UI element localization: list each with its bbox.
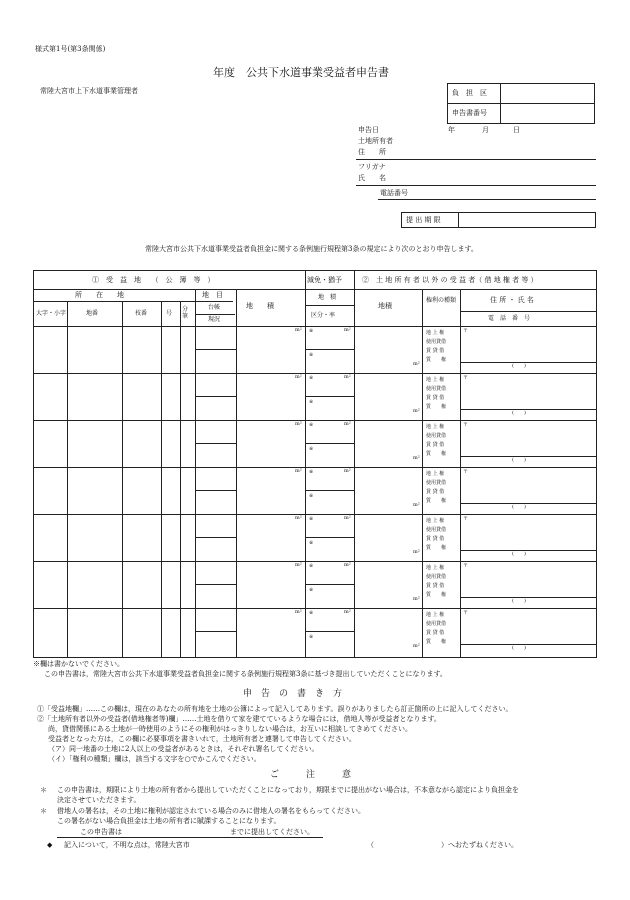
rights-type: 地 上 権: [426, 330, 445, 336]
area-unit: m²: [295, 468, 302, 474]
rights-type: 地 上 権: [426, 518, 445, 524]
phone-paren: ( ): [512, 598, 526, 604]
rights-type: 質 権: [426, 498, 447, 504]
rights-type: 質 権: [426, 545, 447, 551]
rights-type: 使用貸借: [426, 433, 447, 439]
rights-label: 権利の種類: [426, 297, 457, 304]
address-label: 住 所: [358, 148, 386, 156]
phone-divider: [460, 644, 597, 645]
current-label: 現況: [208, 316, 221, 323]
row-divider: [33, 561, 597, 562]
district-label: 負 担 区: [452, 89, 487, 97]
area-unit: m²: [295, 374, 302, 380]
s2-area-unit: m²: [413, 549, 420, 555]
ex-area-unit: m²: [344, 374, 351, 380]
exemption-mid: [305, 396, 354, 397]
star-mark: ※: [309, 399, 314, 405]
address-name-label: 住 所 ・ 氏 名: [490, 296, 534, 304]
s2-area-unit: m²: [413, 361, 420, 367]
area-unit: m²: [295, 515, 302, 521]
star-mark: ※: [309, 563, 314, 569]
s2-area-unit: m²: [413, 596, 420, 602]
rights-type: 質 権: [426, 357, 447, 363]
category-mid: [195, 396, 236, 397]
star-mark: ※: [309, 375, 314, 381]
ex-class-label: 区分・率: [311, 312, 336, 319]
exemption-mid: [305, 584, 354, 585]
rights-type: 使用貸借: [426, 339, 447, 345]
notice-2: 決定させていただきます。: [57, 796, 141, 804]
category-mid: [195, 537, 236, 538]
s2-area-label: 地積: [378, 302, 392, 310]
notice-4: この署名がない場合負担金は土地の所有者に賦課することになります。: [57, 817, 281, 825]
branch-label: 枝番: [135, 310, 148, 317]
ex-area-label: 地 積: [318, 294, 337, 301]
form-number: 様式第1号(第3条関係): [35, 45, 106, 53]
phone-paren: ( ): [512, 645, 526, 651]
owner-label: 土地所有者: [358, 137, 393, 145]
howto-4: 受益者となった方は，この欄に必要事項を書きいれて，土地所有者と連署して申告してください。: [48, 735, 356, 743]
ex-area-unit: m²: [344, 468, 351, 474]
rights-type: 質 権: [426, 592, 447, 598]
row-divider: [33, 373, 597, 374]
postal-mark: 〒: [463, 469, 469, 475]
rights-type: 使用貸借: [426, 527, 447, 533]
s2-area-unit: m²: [413, 502, 420, 508]
area-label: 地 積: [246, 302, 274, 310]
notice-6: までに提出してください。: [230, 828, 314, 836]
star-mark: ※: [309, 469, 314, 475]
s2-area-unit: m²: [413, 455, 420, 461]
date-label: 申告日: [358, 126, 379, 134]
star-mark: ※: [309, 610, 314, 616]
howto-6: （イ）「権利の種類」欄は，該当する文字を○でかこんでください。: [48, 755, 261, 763]
rights-type: 賃 貸 借: [426, 395, 445, 401]
notice-3: 借地人の署名は，その土地に権利が認定されている場合のみに借地人の署名をもらってください。: [57, 807, 365, 815]
area-unit: m²: [295, 421, 302, 427]
notice-8: ）へおたずねください。: [441, 841, 518, 849]
notice-7: 記入について，不明な点は，常陸大宮市: [64, 841, 190, 849]
bullet-diamond: ◆: [47, 841, 53, 849]
bullet-star-2: ＊: [40, 807, 47, 815]
year-label: 年: [448, 126, 455, 134]
star-mark: ※: [309, 634, 314, 640]
s2-area-unit: m²: [413, 643, 420, 649]
oaza-label: 大字・小字: [36, 310, 67, 317]
star-mark: ※: [309, 587, 314, 593]
day-label: 日: [513, 126, 520, 134]
postal-mark: 〒: [463, 516, 469, 522]
note-star: ※欄は書かないでください。: [33, 660, 124, 668]
phone-paren: ( ): [512, 551, 526, 557]
phone-divider: [460, 456, 597, 457]
star-mark: ※: [309, 422, 314, 428]
rights-type: 地 上 権: [426, 377, 445, 383]
star-mark: ※: [309, 352, 314, 358]
notice-5: この申告書は: [80, 828, 122, 836]
month-label: 月: [482, 126, 489, 134]
notice-1: この申告書は，期限により土地の所有者から提出していただくことになっており，期限までに提出がない場合は，不本意ながら認定により負担金を: [57, 786, 519, 794]
row-divider: [33, 420, 597, 421]
intro-text: 常陸大宮市公共下水道事業受益者負担金に関する条例施行規程第3条の規定により次のとおり申告します。: [145, 245, 478, 253]
postal-mark: 〒: [463, 610, 469, 616]
phone-paren: ( ): [512, 457, 526, 463]
exemption-mid: [305, 537, 354, 538]
rights-type: 賃 貸 借: [426, 583, 445, 589]
ex-area-unit: m²: [344, 609, 351, 615]
postal-mark: 〒: [463, 375, 469, 381]
area-unit: m²: [295, 609, 302, 615]
furigana-label: フリガナ: [358, 163, 386, 171]
phone-label: 電話番号: [380, 189, 408, 197]
category-mid: [195, 631, 236, 632]
phone-divider: [460, 503, 597, 504]
rights-type: 使用貸借: [426, 621, 447, 627]
note-submit: この申告書は，常陸大宮市公共下水道事業受益者負担金に関する条例施行規程第3条に基づき提出していただくことになります。: [44, 670, 447, 678]
category-mid: [195, 584, 236, 585]
row-divider: [33, 514, 597, 515]
rights-type: 質 権: [426, 404, 447, 410]
rights-type: 使用貸借: [426, 480, 447, 486]
rights-type: 賃 貸 借: [426, 348, 445, 354]
postal-mark: 〒: [463, 328, 469, 334]
rights-type: 賃 貸 借: [426, 630, 445, 636]
rights-type: 賃 貸 借: [426, 489, 445, 495]
addressee: 常陸大宮市上下水道事業管理者: [40, 87, 138, 95]
howto-2: ②「土地所有者以外の受益者(借地権者等)欄」……土地を借りて家を建てているような場合には，借地人等が受益者となります。: [37, 715, 441, 723]
howto-1: ①「受益地欄」……この欄は，現在のあなたの所有地を土地の公簿によって記入してあります。誤りがありましたら訂正箇所の上に記入してください。: [37, 705, 513, 713]
exemption-mid: [305, 631, 354, 632]
category-mid: [195, 443, 236, 444]
location-label: 所 在 地: [75, 291, 124, 299]
area-unit: m²: [295, 327, 302, 333]
rights-type: 質 権: [426, 639, 447, 645]
notice-title: ご 注 意: [270, 770, 352, 780]
phone-paren: ( ): [512, 410, 526, 416]
rights-type: 地 上 権: [426, 612, 445, 618]
phone-divider: [460, 550, 597, 551]
row-divider: [33, 467, 597, 468]
phone-divider: [460, 597, 597, 598]
ex-area-unit: m²: [344, 327, 351, 333]
rights-type: 賃 貸 借: [426, 442, 445, 448]
postal-mark: 〒: [463, 563, 469, 569]
ex-area-unit: m²: [344, 421, 351, 427]
go-label: 号: [166, 310, 173, 317]
bunkatsu-label: 分筆: [182, 306, 189, 320]
ex-area-unit: m²: [344, 515, 351, 521]
rights-type: 質 権: [426, 451, 447, 457]
howto-3: 尚，貸借関係にある土地が一時使用のようにその権利がはっきりしない場合は，お互いに相談してきめてください。: [48, 725, 412, 733]
star-mark: ※: [309, 516, 314, 522]
area-unit: m²: [295, 562, 302, 568]
s2-area-unit: m²: [413, 408, 420, 414]
exemption-mid: [305, 443, 354, 444]
exemption-label: 減免・猶予: [307, 276, 342, 284]
rights-type: 賃 貸 借: [426, 536, 445, 542]
rights-type: 使用貸借: [426, 386, 447, 392]
ex-area-unit: m²: [344, 562, 351, 568]
page-title: 年度 公共下水道事業受益者申告書: [213, 66, 389, 79]
star-mark: ※: [309, 328, 314, 334]
phone-divider: [460, 409, 597, 410]
category-mid: [195, 349, 236, 350]
rights-type: 地 上 権: [426, 471, 445, 477]
bullet-star-1: ＊: [40, 786, 47, 794]
section2-title: ② 土 地 所 有 者 以 外 の 受 益 者（ 借 地 権 者 等 ）: [362, 276, 538, 284]
section1-title: ① 受 益 地 （ 公 簿 等 ）: [92, 276, 215, 284]
howto-5: （ア）同一地番の土地に2人以上の受益者があるときは，それぞれ署名してください。: [48, 745, 319, 753]
section2-frame: [354, 270, 597, 658]
star-mark: ※: [309, 446, 314, 452]
postal-mark: 〒: [463, 422, 469, 428]
rights-type: 使用貸借: [426, 574, 447, 580]
deadline-label: 提 出 期 限: [406, 216, 441, 224]
notice-paren-open: （: [367, 841, 374, 849]
declaration-no-label: 申告書番号: [452, 109, 487, 117]
category-mid: [195, 490, 236, 491]
star-mark: ※: [309, 540, 314, 546]
phone-paren: ( ): [512, 504, 526, 510]
rights-type: 地 上 権: [426, 565, 445, 571]
exemption-mid: [305, 490, 354, 491]
category-label: 地 目: [202, 291, 223, 299]
phone-divider: [460, 362, 597, 363]
ledger-label: 台帳: [208, 304, 221, 311]
star-mark: ※: [309, 493, 314, 499]
howto-title: 申 告 の 書 き 方: [243, 689, 343, 699]
name-label: 氏 名: [358, 174, 386, 182]
row-divider: [33, 608, 597, 609]
phone-col-label: 電 話 番 号: [488, 315, 531, 322]
exemption-mid: [305, 349, 354, 350]
rights-type: 地 上 権: [426, 424, 445, 430]
phone-paren: ( ): [512, 363, 526, 369]
lot-label: 地番: [86, 310, 99, 317]
